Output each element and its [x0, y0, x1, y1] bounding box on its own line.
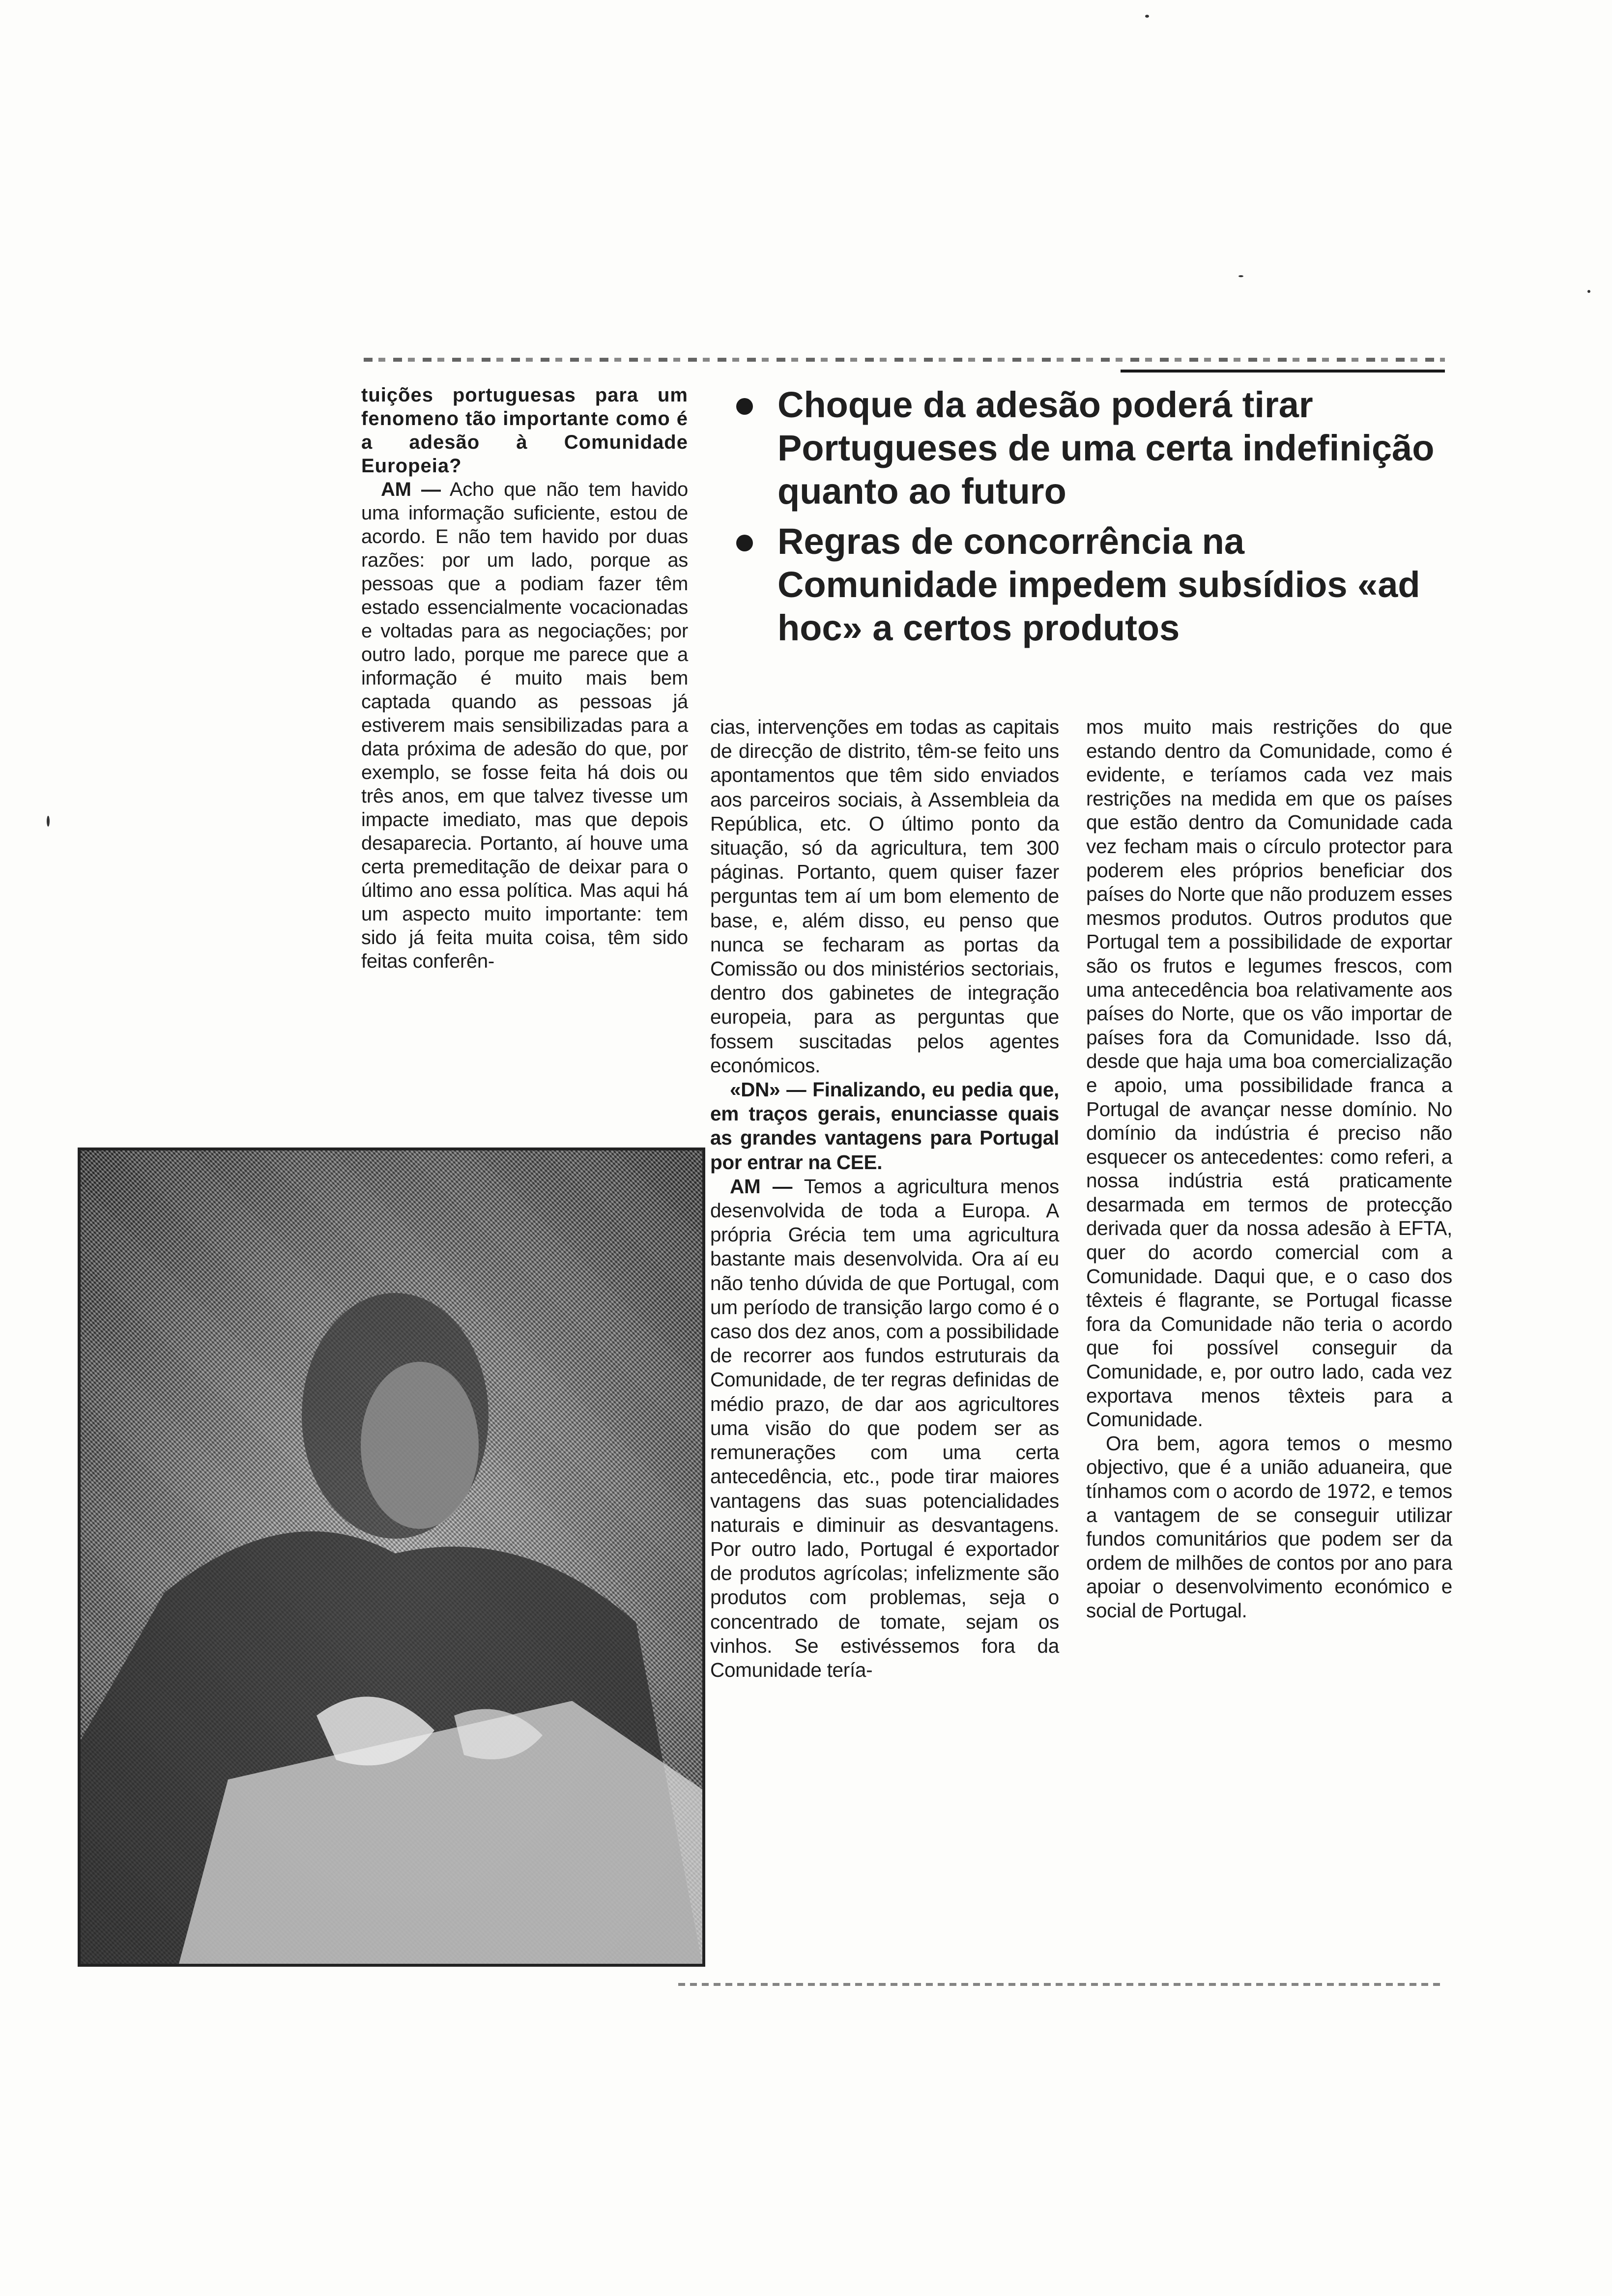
headline-1-text: Choque da adesão poderá tirar Portugueses de uma certa indefinição quanto ao futuro — [777, 384, 1435, 512]
answer-text: Acho que não tem havido uma informação suficiente, estou de acordo. E não tem havido por duas razões: por um lado, porque as pessoas que a podiam fazer têm estado essencialmente vocacionadas e voltadas para as negociações; por outro lado, porque me parece que a informação é muito mais bem captada quando as pessoas já estiverem mais sensibilizadas para a data próxima de adesão do que, por exemplo, se fosse feita há dois ou três anos, em que talvez tivesse um impacte imediato, mas que depois desaparecia. Portanto, aí houve uma certa premeditação de deixar para o último ano essa política. Mas aqui há um aspecto muito importante: tem sido já feita muita coisa, têm sido feitas conferên- — [361, 479, 689, 972]
answer-paragraph — [710, 1175, 1059, 1682]
bottom-rule — [678, 1983, 1445, 1986]
column-2 — [710, 715, 1059, 1682]
headline-2-text: Regras de concorrência na Comunidade impedem subsídios «ad hoc» a certos produtos — [777, 521, 1420, 648]
column-2-paragraph-1: cias, intervenções em todas as capitais de direcção de distrito, têm-se feito uns apontamentos que têm sido enviados aos parceiros sociais, à Assembleia da República, etc. O último ponto da situação, só da agricultura, tem 300 páginas. Portanto, quem quiser fazer perguntas tem aí um bom elemento de base, e, além disso, eu penso que nunca se fecharam as portas da Comissão ou dos ministérios sectoriais, dentro dos gabinetes de integração europeia, para as perguntas que fossem suscitadas pelos agentes económicos. — [710, 716, 1059, 1077]
bullet-icon — [736, 398, 753, 415]
column-3 — [1086, 715, 1452, 1623]
scan-speck — [1238, 275, 1243, 277]
question-speaker-label: «DN» — — [730, 1078, 806, 1101]
answer-paragraph — [361, 478, 688, 973]
column-3-paragraph-1: mos muito mais restrições do que estando dentro da Comunidade, como é evidente, e teríamos cada vez mais restrições na medida em que os países que estão dentro da Comunidade cada vez fecham mais o círculo protector para poderem eles próprios beneficiar dos países do Norte que não produzem esses mesmos produtos. Outros produtos que Portugal tem a possibilidade de exportar são os frutos e legumes frescos, com uma antecedência boa relativamente aos países do Norte, que os vão importar de países fora da Comunidade. Isso dá, desde que haja uma boa comercialização e apoio, uma possibilidade franca a Portugal de avançar nesse domínio. No domínio da indústria é preciso não esquecer os antecedentes: como referi, a nossa indústria está praticamente desarmada em termos de protecção derivada quer da nossa adesão à EFTA, quer do acordo comercial com a Comunidade. Daqui que, e o caso dos têxteis é flagrante, se Portugal ficasse fora da Comunidade não teria o acordo que foi possível conseguir da Comunidade, e, por outro lado, cada vez exportava menos têxteis para a Comunidade. — [1086, 716, 1452, 1431]
scan-speck — [1587, 290, 1590, 293]
question-text: Finalizando, eu pedia que, em traços gerais, enunciasse quais as grandes vantagens para Portugal por entrar na CEE. — [710, 1078, 1059, 1174]
answer-text: Temos a agricultura menos desenvolvida de toda a Europa. A própria Grécia tem uma agricultura bastante mais desenvolvida. Ora aí eu não tenho dúvida de que Portugal, com um período de transição largo como é o caso dos dez anos, com a possibilidade de recorrer aos fundos estruturais da Comunidade, de ter regras definidas de médio prazo, de dar aos agricultores uma visão do que podem ser as remunerações com uma certa antecedência, etc., pode tirar maiores vantagens das suas potencialidades naturais e diminuir as desvantagens. Por outro lado, Portugal é exportador de produtos agrícolas; infelizmente são produtos com problemas, seja o concentrado de tomate, sejam os vinhos. Se estivéssemos fora da Comunidade tería- — [710, 1175, 1059, 1681]
headline-rule — [1121, 370, 1445, 373]
interviewer-question — [710, 1078, 1059, 1175]
column-3-paragraph-2: Ora bem, agora temos o mesmo objectivo, que é a união aduaneira, que tínhamos com o acordo de 1972, e temos a vantagem de se conseguir utilizar fundos comunitários que podem ser da ordem de milhões de contos por ano para apoiar o desenvolvimento económico e social de Portugal. — [1086, 1432, 1452, 1622]
headline-1 — [732, 383, 1460, 513]
speaker-label: AM — — [730, 1175, 793, 1198]
scan-speck — [47, 816, 50, 827]
column-1 — [361, 383, 688, 973]
question-continuation: tuições portuguesas para um fenomeno tão importante como é a adesão à Comunidade Europeia? — [361, 384, 688, 477]
headline-2 — [732, 520, 1460, 650]
headline-block — [732, 383, 1460, 657]
bullet-icon — [736, 535, 753, 551]
scan-speck — [1145, 15, 1149, 18]
photo-illustration — [81, 1150, 702, 1964]
interview-photo — [78, 1148, 705, 1967]
speaker-label: AM — — [381, 479, 441, 500]
top-rule — [364, 358, 1445, 362]
